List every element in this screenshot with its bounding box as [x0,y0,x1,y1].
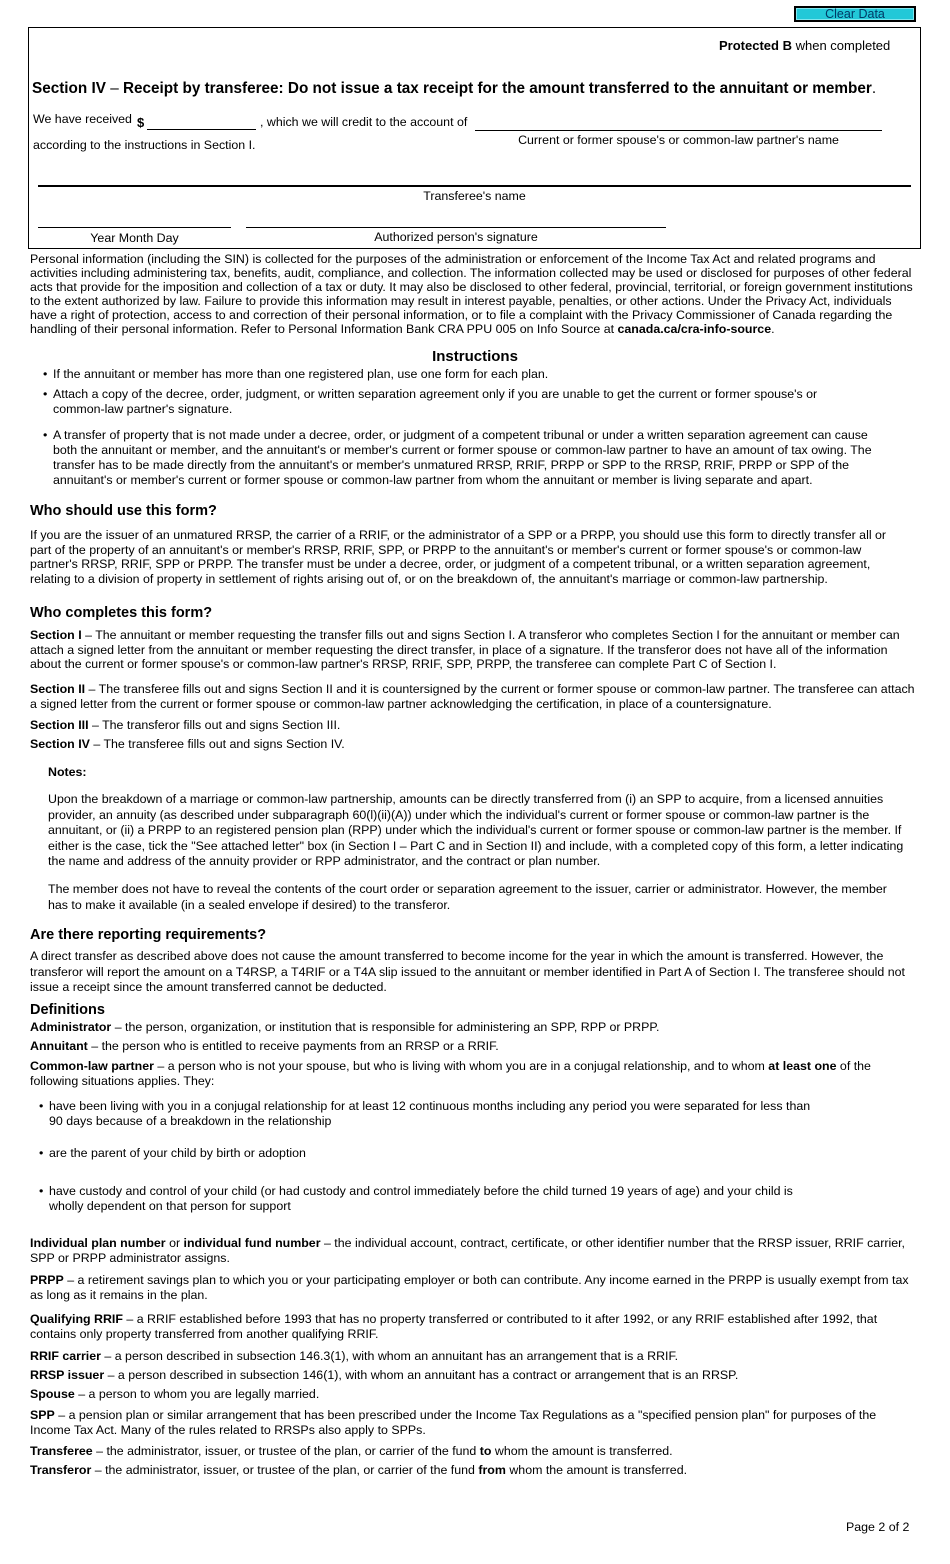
def-text: – the individual account, contract, certificate, or other identifier number that the RRSP issuer, RRIF carrier, SPP or PRPP administrator assigns. [30,1236,905,1265]
section-iii-item [30,718,920,733]
def-text: – a person to whom you are legally married. [74,1387,320,1401]
def-text: – the person, organization, or institution that is responsible for administering an SPP, RPP or PRPP. [111,1020,660,1034]
received-label: We have received [33,112,132,126]
def-emphasis: to [479,1444,492,1458]
date-field[interactable] [38,214,231,228]
spouse-name-caption: Current or former spouse's or common-law partner's name [518,133,839,147]
section-text: – The transferee fills out and signs Section II and it is countersigned by the current or former spouse or common-law partner. The transferee can attach a signed letter from the current or former spouse or common-law partner acknowledging the certification, in place of a countersignature. [30,682,915,711]
def-administrator [30,1020,920,1035]
page-number: Page 2 of 2 [846,1520,910,1534]
notes-heading: Notes: [48,765,87,779]
def-spp [30,1408,900,1437]
date-caption: Year Month Day [90,231,179,245]
who-should-text: If you are the issuer of an unmatured RRSP, the carrier of a RRIF, or the administrator of a SPP or a PRPP, you should use this form to directly transfer all or part of the property of an annuitant's or member's RRSP, RRIF, SPP, or PRPP to the annuitant's or member's current or former spouse's or common-law partner's RRSP, RRIF, SPP or PRPP. The transfer must be under a decree, order, or judgment of a competent tribunal, or a written separation agreement, relating to a division of property in settlement of rights arising out of, or on the breakdown of, the annuitant's marriage or common-law partnership. [30,528,887,586]
instruction-text: Attach a copy of the decree, order, judgment, or written separation agreement only if you are unable to get the current or former spouse's or common-law partner's signature. [53,387,818,416]
bullet-text: have been living with you in a conjugal relationship for at least 12 continuous months including any period you were separated for less than 90 days because of a breakdown in the relationship [49,1099,811,1128]
instruction-bullet: • A transfer of property that is not made under a decree, order, or judgment of a competent tribunal or under a written separation agreement can cause both the annuitant or member, and the annuitant's or member's current or former spouse or common-law partner to have an amount of tax owing. The transfer has to be made directly from the annuitant's or member's unmatured RRSP, RRIF, PRPP or SPP to the RRSP, RRIF, PRPP or SPP of the annuitant's or member's current or former spouse or common-law partner from whom the annuitant or member is living separate and apart. [43,428,872,487]
protected-b: Protected B [719,38,792,53]
spouse-name-field[interactable] [475,115,882,131]
privacy-statement [30,253,920,336]
def-term: Spouse [30,1387,75,1401]
section-label: Section II [30,682,86,696]
info-source-link[interactable]: canada.ca/cra-info-source [617,321,772,336]
def-annuitant [30,1039,920,1054]
section-label: Section I [30,628,82,642]
notes-paragraph-1: Upon the breakdown of a marriage or common-law partnership, amounts can be directly transferred from (i) an SPP to acquire, from a licensed annuities provider, an annuity (as described under subparagraph 60(l)(ii)(A)) under which the individual's current or former spouse or common-law partner is the annuitant, or (ii) a PRPP to an registered pension plan (RPP) under which the individual's current or former spouse or common-law partner is the member. If either is the case, tick the "See attached letter" box (in Section I – Part C and in Section II) and include, with a completed copy of this form, a letter indicating the name and address of the annuity provider or RPP administrator, and the contract or plan number. [48,792,904,868]
signature-field[interactable] [246,214,666,228]
def-qualifying-rrif [30,1312,900,1341]
section-i-item [30,628,915,672]
privacy-text: Personal information (including the SIN) is collected for the purposes of the administration or enforcement of the Income Tax Act and related programs and activities including administering tax, benefits, audit, compliance, and collection. The information collected may be used or disclosed for purposes of other federal acts that provide for the imposition and collection of a tax or duty. It may also be disclosed to other federal, provincial, territorial, or foreign government institutions to the extent authorized by law. Failure to provide this information may result in interest payable, penalties, or other actions. Under the Privacy Act, individuals have a right of protection, access to and correction of their personal information, or to file a complaint with the Privacy Commissioner of Canada regarding the handling of their personal information. Refer to Personal Information Bank CRA PPU 005 on Info Source at [30,252,913,336]
section-iv-heading: Receipt by transferee: Do not issue a tax receipt for the amount transferred to the annuitant or member [122,80,872,97]
def-emphasis: at least one [768,1059,837,1073]
common-law-bullet: • have custody and control of your child (or had custody and control immediately before the child turned 19 years of age) and your child is wholly dependent on that person for support [39,1184,793,1213]
def-prpp [30,1273,915,1302]
title-dash: – [105,80,123,97]
clear-data-button[interactable]: Clear Data [794,6,916,22]
section-text: – The transferor fills out and signs Section III. [88,718,341,732]
def-text: – the administrator, issuer, or trustee of the plan, or carrier of the fund [92,1444,480,1458]
protected-label [719,38,890,53]
def-text: or [165,1236,184,1250]
def-term: Annuitant [30,1039,88,1053]
protected-rest: when completed [795,38,891,53]
credit-text: , which we will credit to the account of [260,115,468,129]
bullet-text: are the parent of your child by birth or adoption [49,1146,306,1160]
section-iv-title [32,80,876,98]
section-iv-item [30,737,920,752]
who-should-heading: Who should use this form? [30,503,217,519]
def-spouse [30,1387,920,1402]
def-term: Individual plan number [30,1236,166,1250]
def-text: whom the amount is transferred. [505,1463,688,1477]
def-term: SPP [30,1408,55,1422]
reporting-heading: Are there reporting requirements? [30,927,267,943]
def-term: RRIF carrier [30,1349,101,1363]
def-text: of the following situations applies. They: [30,1059,871,1088]
def-term: Transferee [30,1444,93,1458]
common-law-bullet: • have been living with you in a conjugal relationship for at least 12 continuous months including any period you were separated for less than 90 days because of a breakdown in the relationship [39,1099,811,1128]
def-text: – a pension plan or similar arrangement that has been prescribed under the Income Tax Regulations as a "specified pension plan" for purposes of the Income Tax Act. Many of the rules related to RRSPs also apply to SPPs. [30,1408,877,1437]
def-rrsp-issuer [30,1368,920,1383]
def-common-law-partner [30,1059,910,1088]
common-law-bullet: • are the parent of your child by birth or adoption [39,1146,306,1160]
bullet-text: have custody and control of your child (or had custody and control immediately before the child turned 19 years of age) and your child is wholly dependent on that person for support [49,1184,793,1213]
amount-field[interactable] [147,116,256,130]
title-end: . [871,80,877,97]
def-term: Administrator [30,1020,112,1034]
def-term: Transferor [30,1463,92,1477]
signature-caption: Authorized person's signature [374,230,538,244]
transferee-name-field[interactable] [38,170,911,187]
def-text: – a person described in subsection 146(1), with whom an annuitant has a contract or arrangement that is an RRSP. [104,1368,739,1382]
def-emphasis: from [478,1463,506,1477]
who-completes-heading: Who completes this form? [30,605,213,621]
section-label: Section III [30,718,89,732]
instructions-reference: according to the instructions in Section I. [33,138,256,152]
def-term: Qualifying RRIF [30,1312,123,1326]
section-iv-label: Section IV [32,80,106,97]
def-transferor [30,1463,920,1478]
def-term: RRSP issuer [30,1368,105,1382]
section-text: – The annuitant or member requesting the transfer fills out and signs Section I. A transferor who completes Section I for the annuitant or member can attach a signed letter from the annuitant or member requesting the direct transfer, in place of a signature. If the transferor does not have all of the information about the current or former spouse's or common-law partner's RRSP, RRIF, SPP, PRPP, the transferee can complete Part C of Section I. [30,628,900,671]
notes-paragraph-2: The member does not have to reveal the contents of the court order or separation agreement to the issuer, carrier or administrator. However, the member has to make it available (in a sealed envelope if desired) to the transferor. [48,882,887,912]
def-text: – the person who is entitled to receive payments from an RRSP or a RRIF. [87,1039,499,1053]
def-rrif-carrier [30,1349,920,1364]
def-text: whom the amount is transferred. [491,1444,673,1458]
def-text: – a person described in subsection 146.3(1), with whom an annuitant has an arrangement that is a RRIF. [100,1349,679,1363]
def-individual-plan-number [30,1236,915,1265]
section-ii-item [30,682,915,711]
def-term: individual fund number [183,1236,321,1250]
def-text: – a retirement savings plan to which you or your participating employer or both can contribute. Any income earned in the PRPP is usually exempt from tax as long as it remains in the plan. [30,1273,909,1302]
instruction-bullet: • Attach a copy of the decree, order, judgment, or written separation agreement only if you are unable to get the current or former spouse's or common-law partner's signature. [43,387,818,416]
def-transferee [30,1444,920,1459]
def-text: – the administrator, issuer, or trustee of the plan, or carrier of the fund [91,1463,479,1477]
def-text: – a RRIF established before 1993 that has no property transferred or contributed to it after 1992, or any RRIF established after 1992, that contains only property transferred from another qualifying RRIF. [30,1312,878,1341]
section-text: – The transferee fills out and signs Section IV. [89,737,345,751]
instructions-heading: Instructions [432,348,518,365]
def-text: – a person who is not your spouse, but who is living with whom you are in a conjugal relationship, and to whom [153,1059,769,1073]
instruction-text: If the annuitant or member has more than one registered plan, use one form for each plan. [53,367,549,381]
def-term: PRPP [30,1273,64,1287]
instruction-text: A transfer of property that is not made under a decree, order, or judgment of a competent tribunal or under a written separation agreement can cause both the annuitant or member, and the annuitant's or member's current or former spouse or common-law partner to have an amount of tax owing. The transfer has to be made directly from the annuitant's or member's unmatured RRSP, RRIF, PRPP or SPP to the RRSP, RRIF, PRPP or SPP of the annuitant's or member's current or former spouse or common-law partner from whom the annuitant or member is living separate and apart. [53,428,872,487]
section-label: Section IV [30,737,90,751]
reporting-text: A direct transfer as described above does not cause the amount transferred to become income for the year in which the amount is transferred. However, the transferor will report the amount on a T4RSP, a T4RIF or a T4A slip issued to the annuitant or member identified in Part A of Section I. The transferee should not issue a receipt since the amount transferred cannot be deducted. [30,949,905,994]
definitions-heading: Definitions [30,1002,105,1018]
instruction-bullet: • If the annuitant or member has more than one registered plan, use one form for each plan. [43,367,549,381]
transferee-name-caption: Transferee's name [423,189,526,203]
privacy-end: . [771,321,775,336]
currency-sign: $ [137,115,145,130]
def-term: Common-law partner [30,1059,154,1073]
